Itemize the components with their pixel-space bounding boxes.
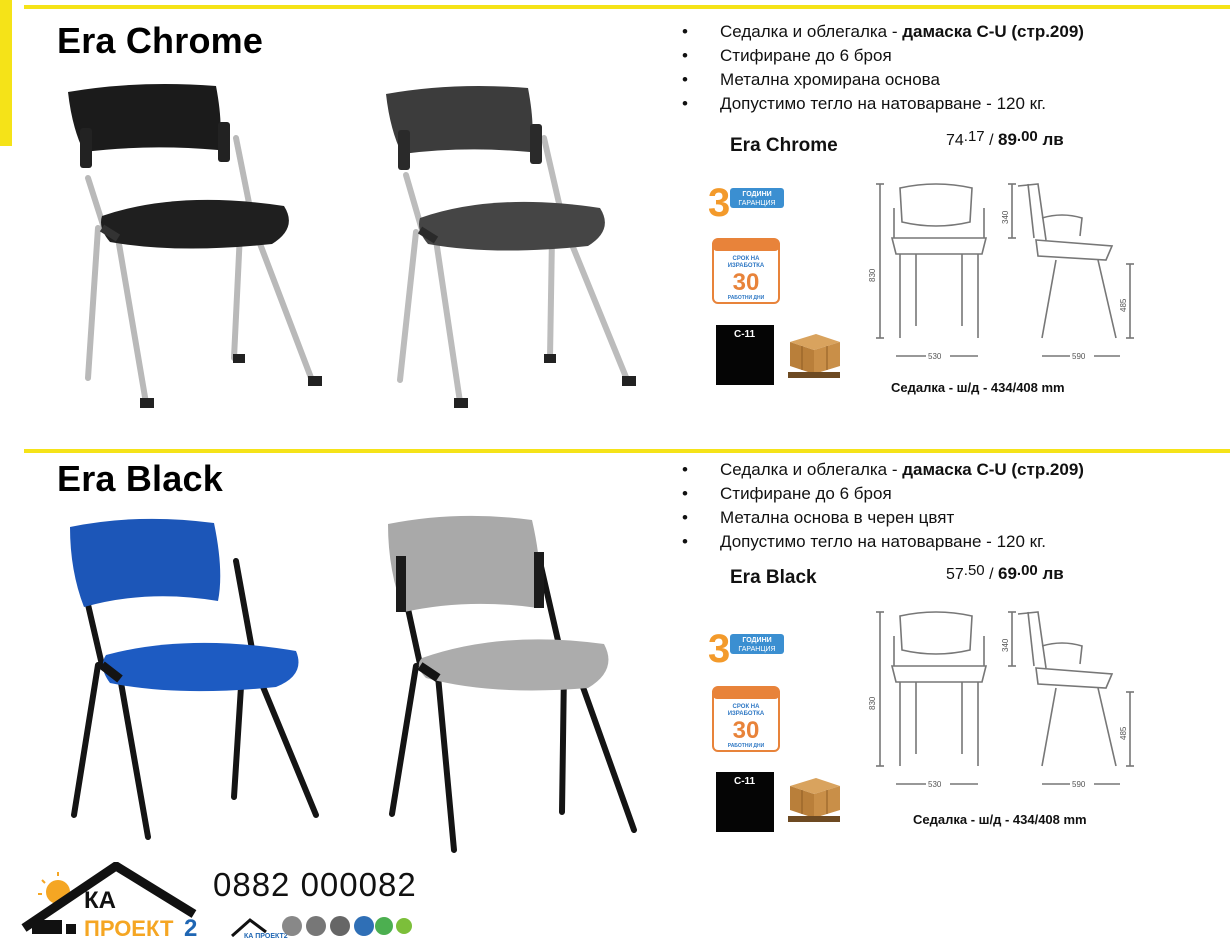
chair-image-era-chrome-black bbox=[58, 78, 328, 418]
mini-logo-and-certification-icons bbox=[230, 912, 412, 940]
svg-text:3: 3 bbox=[708, 181, 731, 220]
svg-text:590: 590 bbox=[1072, 352, 1086, 361]
spec-item: • Метална основа в черен цвят bbox=[682, 506, 1084, 530]
section-title-era-chrome: Era Chrome bbox=[57, 20, 264, 61]
company-logo-icon bbox=[18, 862, 214, 942]
svg-text:ГОДИНИ: ГОДИНИ bbox=[742, 191, 772, 198]
spec-item: • Стифиране до 6 броя bbox=[682, 482, 1084, 506]
svg-text:485: 485 bbox=[1119, 298, 1128, 312]
svg-text:СРОК НА: СРОК НА bbox=[732, 704, 760, 710]
pallet-package-icon bbox=[786, 770, 842, 826]
svg-text:530: 530 bbox=[928, 352, 942, 361]
svg-text:ИЗРАБОТКА: ИЗРАБОТКА bbox=[727, 263, 765, 269]
spec-item: • Допустимо тегло на натоварване - 120 кг. bbox=[682, 92, 1084, 116]
seat-dimensions-era-black: Седалка - ш/д - 434/408 mm bbox=[913, 812, 1087, 827]
fabric-swatch-c11: C-11 bbox=[716, 772, 774, 832]
spec-item: • Седалка и облегалка - дамаска C-U (стр.209) bbox=[682, 20, 1084, 44]
svg-text:КА ПРОЕКТ2: КА ПРОЕКТ2 bbox=[244, 933, 288, 940]
svg-text:830: 830 bbox=[868, 696, 877, 710]
svg-text:ИЗРАБОТКА: ИЗРАБОТКА bbox=[727, 711, 765, 717]
svg-text:485: 485 bbox=[1119, 726, 1128, 740]
left-yellow-bar bbox=[0, 0, 12, 146]
svg-text:ГАРАНЦИЯ: ГАРАНЦИЯ bbox=[738, 646, 776, 653]
svg-text:3: 3 bbox=[708, 627, 731, 666]
svg-text:ГАРАНЦИЯ: ГАРАНЦИЯ bbox=[738, 200, 776, 207]
spec-item: • Допустимо тегло на натоварване - 120 кг. bbox=[682, 530, 1084, 554]
spec-list-era-black bbox=[682, 458, 1084, 554]
chair-image-era-black-blue bbox=[58, 515, 328, 855]
svg-text:РАБОТНИ ДНИ: РАБОТНИ ДНИ bbox=[727, 295, 765, 301]
top-yellow-line bbox=[24, 5, 1230, 9]
svg-text:830: 830 bbox=[868, 268, 877, 282]
svg-text:ПРОЕКТ: ПРОЕКТ bbox=[84, 916, 174, 941]
price-era-chrome: $74^{.17} / 89^{.00}$ лв bbox=[946, 128, 1064, 149]
spec-item: • Седалка и облегалка - дамаска C-U (стр.209) bbox=[682, 458, 1084, 482]
warranty-badge-icon bbox=[706, 624, 786, 666]
svg-text:30: 30 bbox=[732, 717, 760, 744]
svg-text:530: 530 bbox=[928, 780, 942, 789]
pallet-package-icon bbox=[786, 326, 842, 382]
svg-text:КА: КА bbox=[84, 887, 116, 914]
spec-item: • Стифиране до 6 броя bbox=[682, 44, 1084, 68]
price-era-black: $57^{.50} / 69^{.00}$ лв bbox=[946, 562, 1064, 583]
technical-drawing-era-chrome bbox=[866, 178, 1138, 378]
delivery-30-days-badge-icon bbox=[712, 238, 780, 304]
phone-number: 0882 000082 bbox=[213, 866, 417, 903]
middle-yellow-line bbox=[24, 449, 1230, 453]
technical-drawing-era-black bbox=[866, 606, 1138, 806]
svg-text:РАБОТНИ ДНИ: РАБОТНИ ДНИ bbox=[727, 743, 765, 749]
fabric-swatch-c11: C-11 bbox=[716, 325, 774, 385]
chair-image-era-chrome-charcoal bbox=[378, 80, 648, 415]
warranty-badge-icon bbox=[706, 178, 786, 220]
svg-text:30: 30 bbox=[732, 269, 760, 296]
svg-text:340: 340 bbox=[1001, 210, 1010, 224]
svg-text:2: 2 bbox=[184, 915, 198, 942]
svg-text:ГОДИНИ: ГОДИНИ bbox=[742, 637, 772, 644]
chair-image-era-black-gray bbox=[382, 512, 652, 857]
spec-list-era-chrome bbox=[682, 20, 1084, 116]
svg-text:СРОК НА: СРОК НА bbox=[732, 256, 760, 262]
model-name-era-black: Era Black bbox=[730, 567, 817, 588]
model-name-era-chrome: Era Chrome bbox=[730, 135, 838, 156]
svg-text:590: 590 bbox=[1072, 780, 1086, 789]
section-title-era-black: Era Black bbox=[57, 458, 223, 499]
delivery-30-days-badge-icon bbox=[712, 686, 780, 752]
svg-text:340: 340 bbox=[1001, 638, 1010, 652]
spec-item: • Метална хромирана основа bbox=[682, 68, 1084, 92]
seat-dimensions-era-chrome: Седалка - ш/д - 434/408 mm bbox=[891, 380, 1065, 395]
